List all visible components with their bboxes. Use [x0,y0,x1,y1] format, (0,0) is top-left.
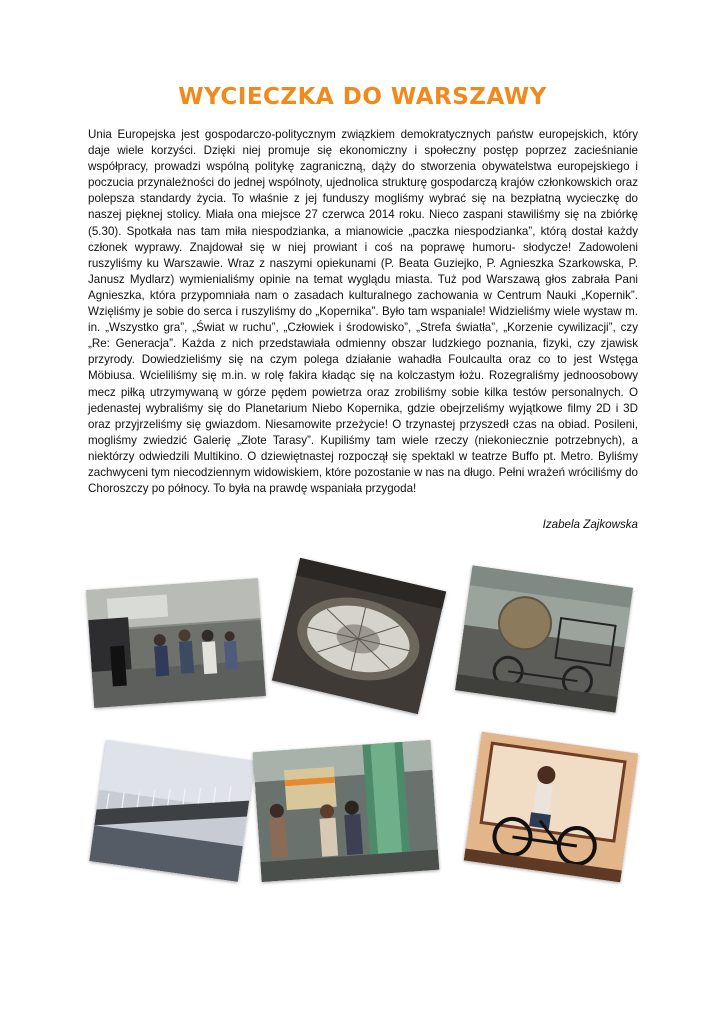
photo-museum-visitors [253,740,440,882]
photo-bicycle-exhibit [464,732,639,883]
article-body: Unia Europejska jest gospodarczo-politycznym związkiem demokratycznych państw europejskich, który daje wiele korzyści. Dzięki niej promuje się ekonomiczny i społeczny postęp poprzez zacieśnianie współpracy, prowadzi wspólną politykę zagraniczną, dąży do stworzenia obywatelstwa europejskiego i poczucia przynależności do jednej wspólnoty, ujednolica strukturę gospodarczą krajów członkowskich oraz polepsza standardy życia. To właśnie z jej funduszy mogliśmy wybrać się na bezpłatną wycieczkę do naszej pięknej stolicy. Miała ona miejsce 27 czerwca 2014 roku. Nieco zaspani stawiliśmy się na zbiórkę (5.30). Spotkała nas tam miła niespodzianka, a mianowicie „paczka niespodzianka”, którą dostał każdy członek wyprawy. Znajdował się w niej prowiant i coś na poprawę humoru- słodycze! Zadowoleni ruszyliśmy ku Warszawie. Wraz z naszymi opiekunami (P. Beata Guziejko, P. Agnieszka Szarkowska, P. Janusz Mydlarz) wymienialiśmy opinie na temat wyglądu miasta. Tuż pod Warszawą głos zabrała Pani Agnieszka, która przypomniała nam o zasadach kulturalnego zachowania w Centrum Nauki „Kopernik”. Wzięliśmy je sobie do serca i ruszyliśmy do „Kopernika”. Było tam wspaniale! Widzieliśmy wiele wystaw m. in. „Wszystko gra”, „Świat w ruchu”, „Człowiek i środowisko”, „Strefa światła”, „Korzenie cywilizacji”, czy „Re: Generacja”. Każda z nich przedstawiała odmienny obszar ludzkiego poznania, fizyki, czy zjawisk przyrody. Dowiedzieliśmy się na czym polega działanie wahadła Foulcaulta oraz co to jest Wstęga Möbiusa. Wcieliliśmy się m.in. w rolę fakira kładąc się na kolczastym łożu. Rozegraliśmy jednoosobowy mecz piłką utrzymywaną w górze pędem powietrza oraz zrobiliśmy sobie kilka testów personalnych. O jedenastej wybraliśmy się do Planetarium Niebo Kopernika, gdzie obejrzeliśmy wyjątkowe filmy 2D i 3D oraz przyjrzeliśmy się gwiazdom. Niesamowite przeżycie! O trzynastej przyszedł czas na obiad. Posileni, mogliśmy zwiedzić Galerię „Złote Tarasy”. Kupiliśmy tam wiele rzeczy (niekoniecznie potrzebnych), a niektórzy odwiedzili Multikino. O dziewiętnastej rozpoczął się spektakl w teatrze Buffo pt. Metro. Byliśmy zachwyceni tym niecodziennym widowiskiem, które pozostanie w nas na długo. Pełni wrażeń wróciliśmy do Choroszczy po północy. To była na prawdę wspaniała przygoda! [88,128,638,496]
photo-bridge [89,740,255,882]
page-title: WYCIECZKA DO WARSZAWY [178,84,547,110]
photo-globe-machine [455,565,633,712]
author-signature: Izabela Zajkowska [542,518,638,531]
photo-pendulum-dial [272,558,446,715]
photo-exhibition-hall [86,578,266,708]
